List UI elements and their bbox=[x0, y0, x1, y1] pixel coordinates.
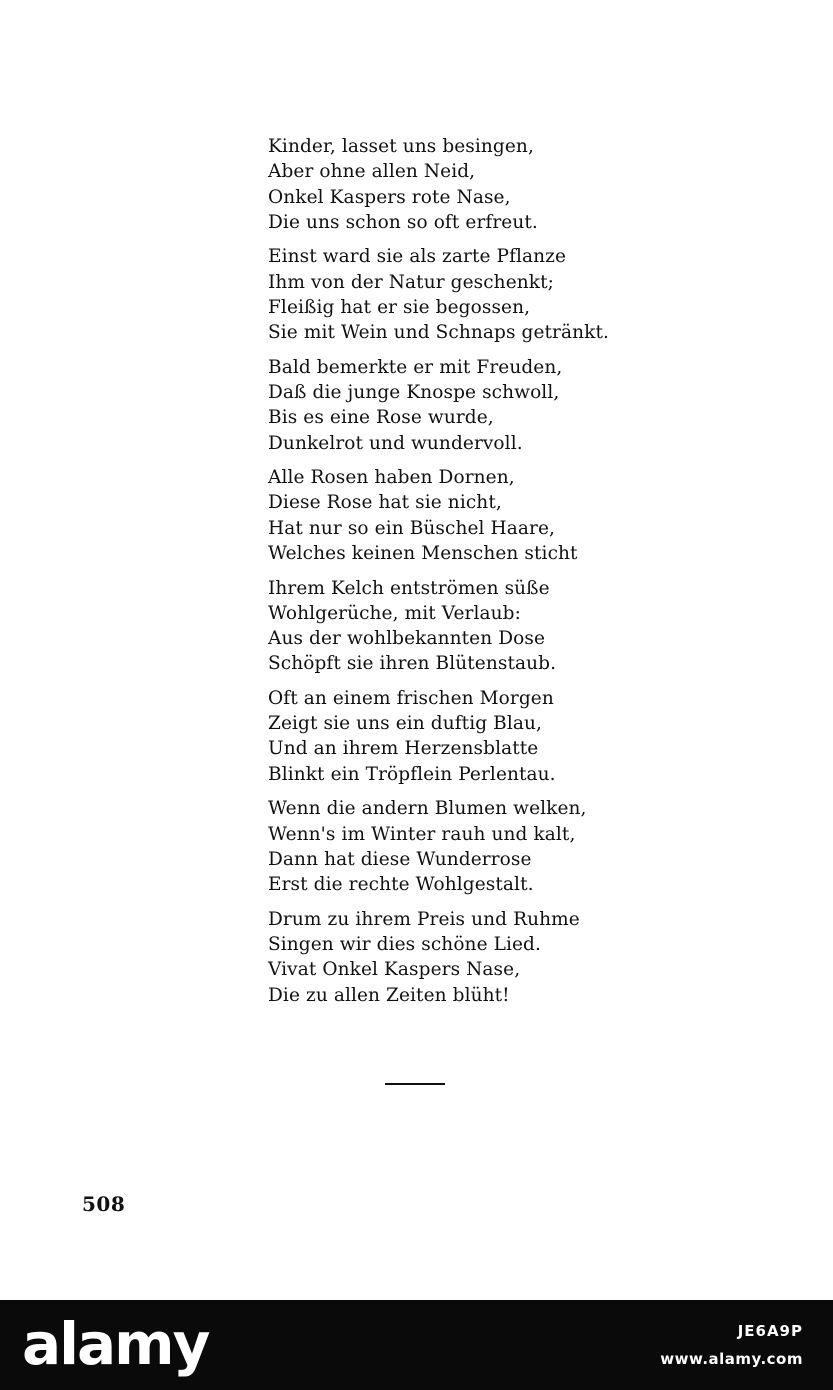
poem-line: Hat nur so ein Büschel Haare, bbox=[268, 517, 555, 539]
alamy-logo bbox=[22, 1308, 322, 1382]
poem-line: Welches keinen Menschen sticht bbox=[268, 543, 578, 565]
poem-line: Oft an einem frischen Morgen bbox=[268, 687, 554, 709]
poem-line: Singen wir dies schöne Lied. bbox=[268, 933, 541, 955]
svg-text:alamy: alamy bbox=[22, 1310, 209, 1378]
poem-line: Wohlgerüche, mit Verlaub: bbox=[268, 602, 521, 624]
poem-line: Dunkelrot und wundervoll. bbox=[268, 432, 523, 454]
poem-line: Sie mit Wein und Schnaps getränkt. bbox=[268, 322, 609, 344]
poem-line: Wenn's im Winter rauh und kalt, bbox=[268, 823, 576, 845]
poem-line: Daß die junge Knospe schwoll, bbox=[268, 382, 560, 404]
poem-line: Schöpft sie ihren Blütenstaub. bbox=[268, 653, 557, 675]
poem-line: Diese Rose hat sie nicht, bbox=[268, 492, 502, 514]
poem-line: Drum zu ihrem Preis und Ruhme bbox=[268, 908, 580, 930]
stanza bbox=[268, 796, 788, 897]
stanza bbox=[268, 134, 788, 235]
poem-line: Aber ohne allen Neid, bbox=[268, 161, 476, 183]
poem-line: Wenn die andern Blumen welken, bbox=[268, 798, 587, 820]
end-rule bbox=[385, 1083, 445, 1085]
poem-line: Ihm von der Natur geschenkt; bbox=[268, 271, 554, 293]
poem-line: Vivat Onkel Kaspers Nase, bbox=[268, 959, 521, 981]
site-url: www.alamy.com bbox=[660, 1350, 803, 1368]
stanza bbox=[268, 576, 788, 677]
stanza bbox=[268, 686, 788, 787]
poem-line: Bis es eine Rose wurde, bbox=[268, 407, 494, 429]
stanza bbox=[268, 355, 788, 456]
stanza bbox=[268, 465, 788, 566]
poem-line: Onkel Kaspers rote Nase, bbox=[268, 186, 511, 208]
poem-line: Dann hat diese Wunderrose bbox=[268, 848, 532, 870]
poem-line: Erst die rechte Wohlgestalt. bbox=[268, 874, 534, 896]
poem-line: Aus der wohlbekannten Dose bbox=[268, 628, 546, 650]
poem-line: Und an ihrem Herzensblatte bbox=[268, 738, 539, 760]
poem-line: Blinkt ein Tröpflein Perlentau. bbox=[268, 763, 556, 785]
poem-line: Die zu allen Zeiten blüht! bbox=[268, 984, 510, 1006]
stanza bbox=[268, 907, 788, 1008]
poem-line: Bald bemerkte er mit Freuden, bbox=[268, 356, 563, 378]
poem-line: Zeigt sie uns ein duftig Blau, bbox=[268, 713, 542, 735]
poem bbox=[268, 134, 788, 1017]
page-number: 508 bbox=[82, 1192, 126, 1216]
image-id: JE6A9P bbox=[737, 1322, 803, 1340]
poem-line: Die uns schon so oft erfreut. bbox=[268, 211, 538, 233]
poem-line: Fleißig hat er sie begossen, bbox=[268, 296, 531, 318]
poem-line: Kinder, lasset uns besingen, bbox=[268, 136, 534, 157]
poem-line: Einst ward sie als zarte Pflanze bbox=[268, 246, 567, 268]
poem-line: Ihrem Kelch entströmen süße bbox=[268, 577, 550, 599]
watermark-footer bbox=[0, 1300, 833, 1390]
stanza bbox=[268, 244, 788, 345]
poem-line: Alle Rosen haben Dornen, bbox=[268, 467, 515, 489]
